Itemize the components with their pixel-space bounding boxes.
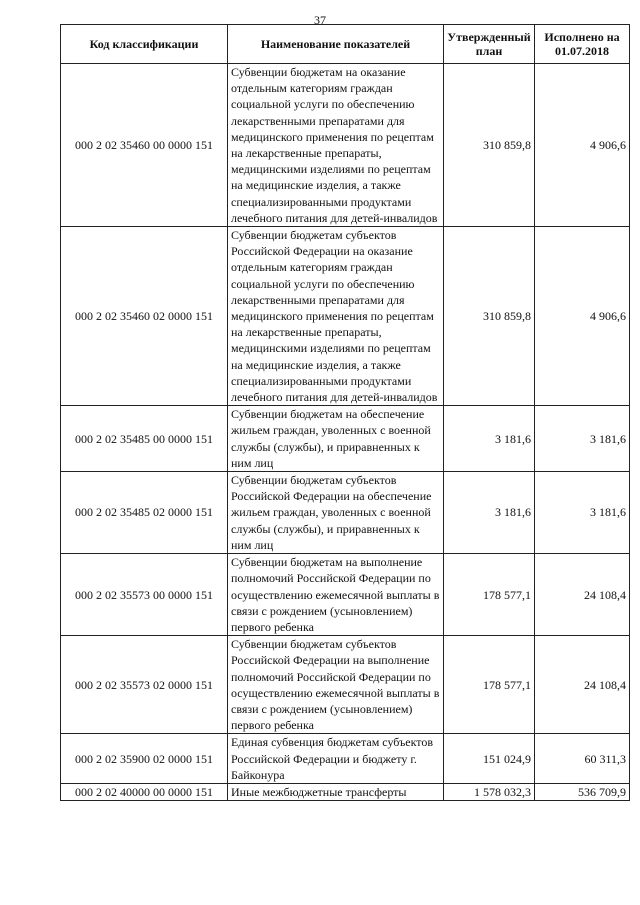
header-done: Исполнено на 01.07.2018 xyxy=(535,25,630,64)
table-row xyxy=(61,64,630,227)
row-done: 4 906,6 xyxy=(535,64,630,227)
row-plan: 178 577,1 xyxy=(444,636,535,734)
row-plan: 3 181,6 xyxy=(444,406,535,472)
row-name: Субвенции бюджетам субъектов Российской Федерации на обеспечение жильем граждан, уволенных с военной службы (службы), и приравненных к ним лиц xyxy=(228,472,444,554)
row-name: Иные межбюджетные трансферты xyxy=(228,783,444,800)
row-done: 24 108,4 xyxy=(535,554,630,636)
row-done: 24 108,4 xyxy=(535,636,630,734)
table-row xyxy=(61,554,630,636)
row-plan: 3 181,6 xyxy=(444,472,535,554)
page-number: 37 xyxy=(314,13,326,27)
header-code: Код классификации xyxy=(61,25,228,64)
row-code: 000 2 02 35460 00 0000 151 xyxy=(61,64,228,227)
row-plan: 178 577,1 xyxy=(444,554,535,636)
row-done: 60 311,3 xyxy=(535,734,630,784)
table-row xyxy=(61,783,630,800)
row-name: Единая субвенция бюджетам субъектов Российской Федерации и бюджету г. Байконура xyxy=(228,734,444,784)
row-name: Субвенции бюджетам на оказание отдельным категориям граждан социальной услуги по обеспечению лекарственными препаратами для медицинского применения по рецептам на лекарственные препараты, медицинскими изделиями по рецептам на медицинские изделия, а также специализированными продуктами лечебного питания для детей-инвалидов xyxy=(228,64,444,227)
row-code: 000 2 02 35900 02 0000 151 xyxy=(61,734,228,784)
table-row xyxy=(61,472,630,554)
row-code: 000 2 02 35485 02 0000 151 xyxy=(61,472,228,554)
header-plan: Утвержденный план xyxy=(444,25,535,64)
row-plan: 151 024,9 xyxy=(444,734,535,784)
row-plan: 310 859,8 xyxy=(444,227,535,406)
row-code: 000 2 02 40000 00 0000 151 xyxy=(61,783,228,800)
row-code: 000 2 02 35460 02 0000 151 xyxy=(61,227,228,406)
table-row xyxy=(61,227,630,406)
table-row xyxy=(61,734,630,784)
row-done: 536 709,9 xyxy=(535,783,630,800)
row-done: 3 181,6 xyxy=(535,472,630,554)
row-name: Субвенции бюджетам на выполнение полномочий Российской Федерации по осуществлению ежемесячной выплаты в связи с рождением (усыновлением) первого ребенка xyxy=(228,554,444,636)
table-header-row xyxy=(61,25,630,64)
table-row xyxy=(61,406,630,472)
row-name: Субвенции бюджетам субъектов Российской Федерации на оказание отдельным категориям граждан социальной услуги по обеспечению лекарственными препаратами для медицинского применения по рецептам на лекарственные препараты, медицинскими изделиями по рецептам на медицинские изделия, а также специализированными продуктами лечебного питания для детей-инвалидов xyxy=(228,227,444,406)
row-plan: 310 859,8 xyxy=(444,64,535,227)
row-done: 3 181,6 xyxy=(535,406,630,472)
row-code: 000 2 02 35485 00 0000 151 xyxy=(61,406,228,472)
budget-table xyxy=(60,24,630,801)
row-code: 000 2 02 35573 02 0000 151 xyxy=(61,636,228,734)
table-row xyxy=(61,636,630,734)
row-plan: 1 578 032,3 xyxy=(444,783,535,800)
row-name: Субвенции бюджетам субъектов Российской Федерации на выполнение полномочий Российской Федерации по осуществлению ежемесячной выплаты в связи с рождением (усыновлением) первого ребенка xyxy=(228,636,444,734)
header-name: Наименование показателей xyxy=(228,25,444,64)
row-done: 4 906,6 xyxy=(535,227,630,406)
row-name: Субвенции бюджетам на обеспечение жильем граждан, уволенных с военной службы (службы), и приравненных к ним лиц xyxy=(228,406,444,472)
row-code: 000 2 02 35573 00 0000 151 xyxy=(61,554,228,636)
